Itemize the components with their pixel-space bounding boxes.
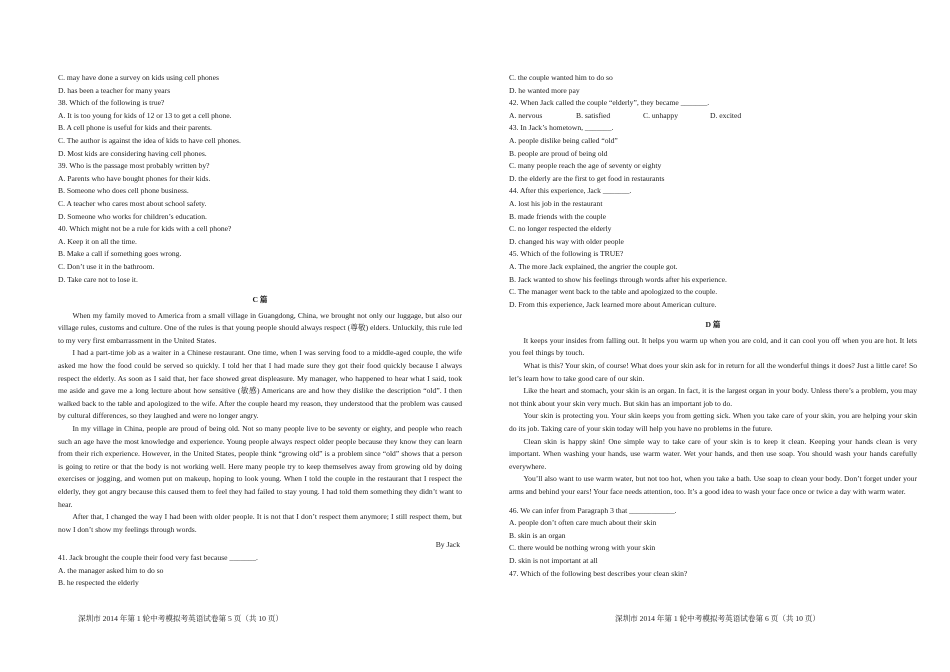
left-page-footer: 深圳市 2014 年第 1 轮中考模拟考英语试卷第 5 页（共 10 页） (78, 614, 284, 623)
q42-question: 42. When Jack called the couple “elderly”, they became _______. (509, 98, 710, 108)
q41-option-c: C. the couple wanted him to do so (509, 73, 613, 82)
q43-option-c: C. many people reach the age of seventy or eighty (509, 161, 662, 171)
q46-option-a: A. people don’t often care much about their skin (509, 518, 657, 528)
q40-option-b: B. Make a call if something goes wrong. (58, 249, 182, 259)
section-c-paragraph-4: After that, I changed the way I had been with older people. It is not that I don’t respect them anymore; I still respect them, but now I don’t show my feelings through words. (58, 512, 462, 534)
section-d-paragraph-6: You’ll also want to use warm water, but not too hot, when you take a bath. Use soap to clean your body. Don’t forget under your arms and behind your ears! Your face needs attention, too. It’s a good idea to wash your face once or twice a day with warm water. (509, 474, 917, 496)
q43-option-b: B. people are proud of being old (509, 148, 608, 158)
q46-question: 46. We can infer from Paragraph 3 that ____________. (509, 505, 677, 515)
q44-question: 44. After this experience, Jack _______. (509, 186, 632, 196)
q45-question: 45. Which of the following is TRUE? (509, 249, 624, 259)
q46-option-d: D. skin is not important at all (509, 555, 598, 565)
section-c-paragraph-1: When my family moved to America from a small village in Guangdong, China, we brought not only our luggage, but also our village rules, customs and culture. One of the rules is that young people should always respect (尊敬) elders. Unluckily, this rule led to my very first embarrassment in the United States. (58, 310, 462, 345)
section-c-heading: C 篇 (252, 295, 268, 305)
section-d-paragraph-1: It keeps your insides from falling out. It helps you warm up when you are cold, and it can cool you off when you are hot. It lets you feel things by touch. (509, 335, 917, 358)
q44-option-d: D. changed his way with older people (509, 236, 624, 246)
q45-option-b: B. Jack wanted to show his feelings through words after his experience. (509, 274, 727, 284)
q38-option-c: C. The author is against the idea of kids to have cell phones. (58, 135, 241, 145)
q42-option-d: D. excited (710, 110, 742, 120)
q39-option-a: A. Parents who have bought phones for their kids. (58, 173, 211, 183)
q40-option-d: D. Take care not to lose it. (58, 274, 138, 284)
q42-option-a: A. nervous (509, 110, 543, 120)
q44-option-c: C. no longer respected the elderly (509, 224, 612, 234)
q45-option-a: A. The more Jack explained, the angrier the couple got. (509, 261, 678, 271)
section-d-paragraph-3: Like the heart and stomach, your skin is an organ. In fact, it is the largest organ in your body. Unless there’s a problem, you may not think about your skin very much. But skin has an important job to do. (509, 386, 917, 408)
q41-option-d: D. he wanted more pay (509, 85, 580, 95)
right-page-column (509, 72, 917, 580)
section-d-paragraph-4: Your skin is protecting you. Your skin keeps you from getting sick. When you take care of your skin, you are helping your skin do its job. Taking care of your skin today will help you have no problems in the future. (509, 411, 917, 434)
section-d-paragraph-2: What is this? Your skin, of course! What does your skin ask for in return for all the wonderful things it does? Just a little care! So let’s learn how to take good care of our skin. (509, 361, 917, 383)
q40-question: 40. Which might not be a rule for kids with a cell phone? (58, 224, 232, 234)
q46-option-b: B. skin is an organ (509, 530, 566, 540)
q45-option-c: C. The manager went back to the table and apologized to the couple. (509, 287, 718, 297)
left-page-column (58, 72, 462, 590)
q47-question: 47. Which of the following best describes your clean skin? (509, 568, 688, 578)
q39-option-b: B. Someone who does cell phone business. (58, 186, 189, 196)
q38-option-d: D. Most kids are considering having cell phones. (58, 148, 207, 158)
q38-option-b: B. A cell phone is useful for kids and their parents. (58, 123, 212, 133)
q37-option-c: C. may have done a survey on kids using cell phones (58, 73, 219, 82)
right-page-footer: 深圳市 2014 年第 1 轮中考模拟考英语试卷第 6 页（共 10 页） (615, 614, 821, 623)
q38-option-a: A. It is too young for kids of 12 or 13 to get a cell phone. (58, 110, 232, 120)
section-d-paragraph-5: Clean skin is happy skin! One simple way to take care of your skin is to keep it clean. Keeping your hands clean is very important. When washing your hands, use warm water. Wet your hands, and then use soap. You should wash your hands carefully everywhere. (509, 436, 917, 471)
q41-option-a: A. the manager asked him to do so (58, 565, 164, 575)
q43-option-d: D. the elderly are the first to get food in restaurants (509, 173, 665, 183)
section-c-paragraph-3: In my village in China, people are proud of being old. Not so many people live to be seventy or eighty, and people who reach such an age have the most knowledge and experience. Young people always respect older people because they know they can learn from their rich experience. However, in the United States, people think “growing old” is a problem since “old” shows that a person is going to retire or that the body is not working well. Here many people try to keep themselves away from growing old by doing exercises or jogging, and women put on makeup, hoping to look young. When I told the couple in the restaurant that I respect the elderly, they got angry because this caused them to feel they had failed to stay young. I had told them something they didn’t want to hear. (58, 424, 462, 509)
q42-option-c: C. unhappy (643, 110, 679, 120)
q39-question: 39. Who is the passage most probably written by? (58, 161, 210, 171)
q39-option-c: C. A teacher who cares most about school safety. (58, 198, 207, 208)
section-c-paragraph-2: I had a part-time job as a waiter in a Chinese restaurant. One time, when I was serving food to a middle-aged couple, the wife asked me how the food could be served so quickly. I told her that I had made sure they got their food quickly because I always respect the elderly. As soon as I said that, her face showed great displeasure. My manager, who happened to hear what I said, took me aside and gave me a long lecture about how sensitive (敏感) Americans are and how they dislike the description “old”. I then walked back to the table and apologized to the wife. After the couple heard my reason, they understood that the problem was caused by cultural differences, so they laughed and were no longer angry. (58, 348, 462, 421)
q42-options-row (509, 110, 917, 123)
q43-option-a: A. people dislike being called “old” (509, 135, 618, 145)
q42-option-b: B. satisfied (576, 110, 611, 120)
q38-question: 38. Which of the following is true? (58, 98, 165, 108)
q37-option-d: D. has been a teacher for many years (58, 85, 171, 95)
q45-option-d: D. From this experience, Jack learned more about American culture. (509, 299, 717, 309)
q46-option-c: C. there would be nothing wrong with your skin (509, 543, 656, 553)
q41-option-b: B. he respected the elderly (58, 578, 139, 588)
q39-option-d: D. Someone who works for children’s education. (58, 211, 207, 221)
q44-option-a: A. lost his job in the restaurant (509, 198, 603, 208)
section-d-heading: D 篇 (705, 320, 721, 330)
q41-question: 41. Jack brought the couple their food very fast because _______. (58, 552, 258, 562)
q43-question: 43. In Jack’s hometown, _______. (509, 123, 614, 133)
q44-option-b: B. made friends with the couple (509, 211, 607, 221)
q40-option-a: A. Keep it on all the time. (58, 236, 137, 246)
section-c-signature: By Jack (435, 540, 460, 550)
q40-option-c: C. Don’t use it in the bathroom. (58, 261, 155, 271)
